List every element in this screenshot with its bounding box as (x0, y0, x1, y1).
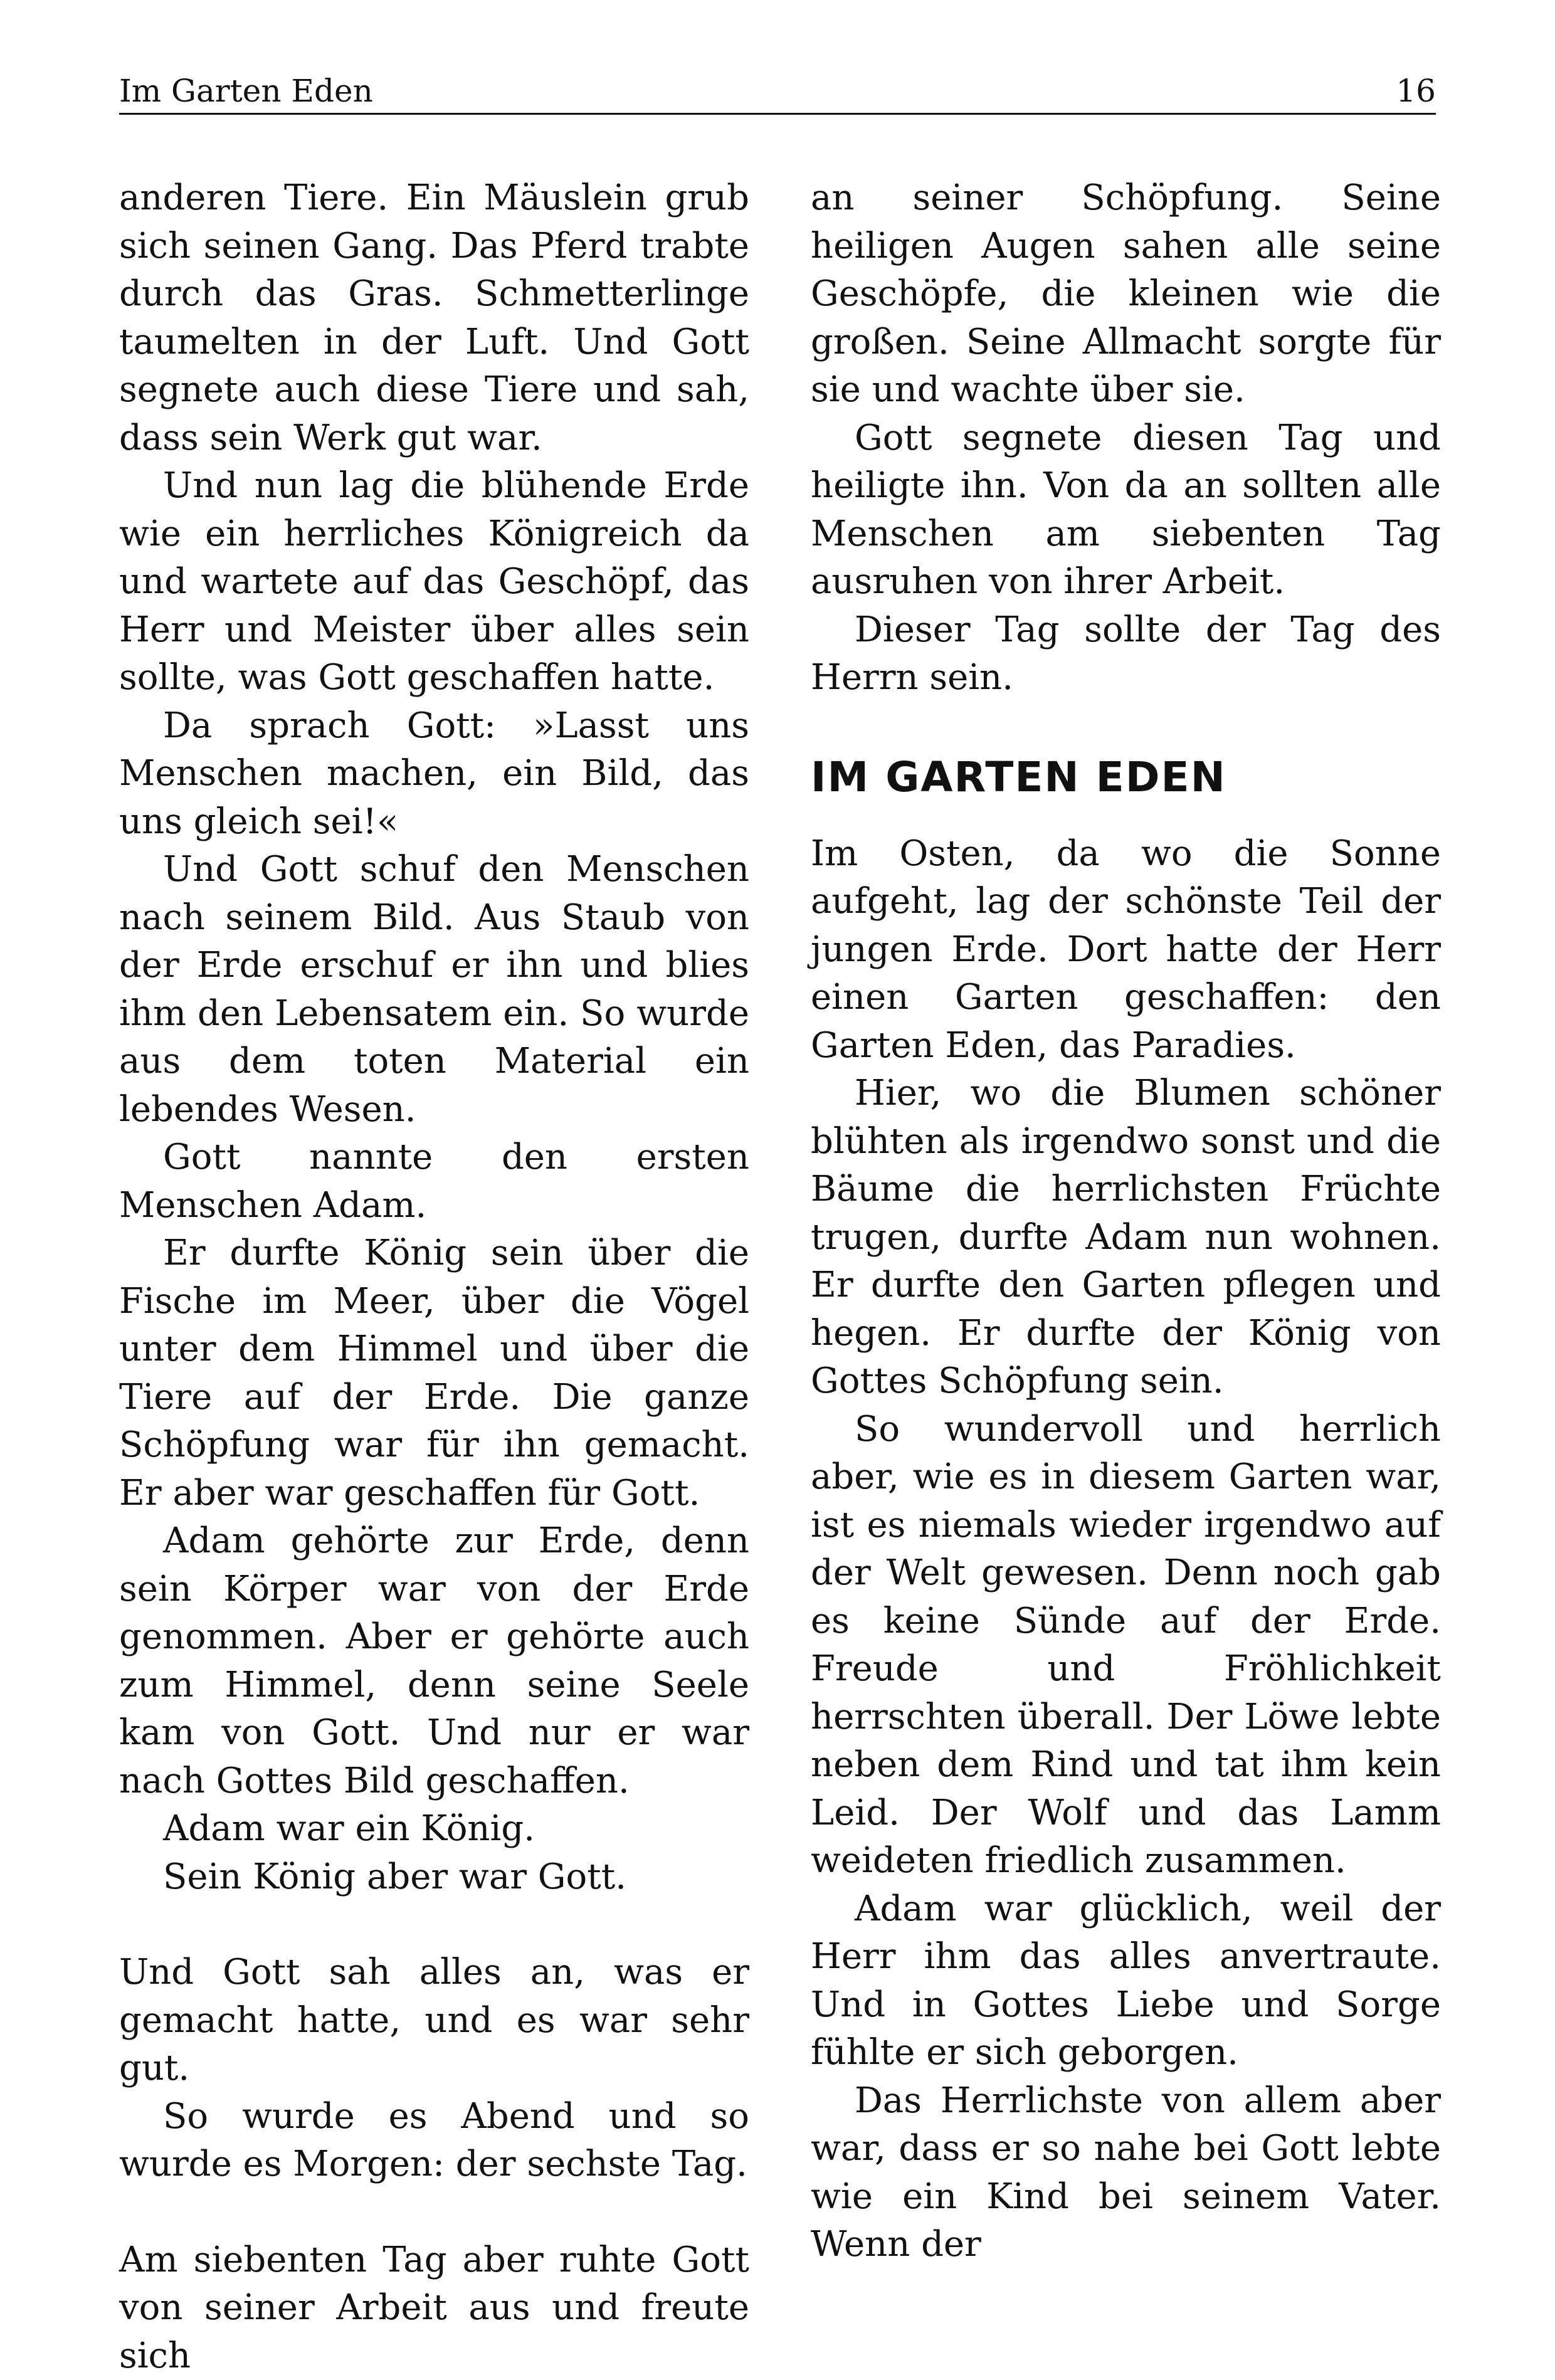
paragraph: Und Gott sah alles an, was er gemacht hatte, und es war sehr gut. (119, 1949, 749, 2093)
paragraph: Hier, wo die Blumen schöner blühten als irgendwo sonst und die Bäume die herrlichsten Früchte trugen, durfte Adam nun wohnen. Er durfte den Garten pflegen und hegen. Er durfte der König von Gottes Schöpfung sein. (811, 1070, 1441, 1406)
paragraph: anderen Tiere. Ein Mäuslein grub sich seinen Gang. Das Pferd trabte durch das Gras. Schmetterlinge taumelten in der Luft. Und Gott segnete auch diese Tiere und sah, dass sein Werk gut war. (119, 174, 749, 462)
paragraph: Adam war ein König. (119, 1805, 749, 1853)
paragraph: Da sprach Gott: »Lasst uns Menschen machen, ein Bild, das uns gleich sei!« (119, 702, 749, 846)
section-break (119, 1901, 749, 1949)
paragraph: So wurde es Abend und so wurde es Morgen: der sechste Tag. (119, 2093, 749, 2189)
paragraph: an seiner Schöpfung. Seine heiligen Augen sahen alle seine Geschöpfe, die kleinen wie die großen. Seine Allmacht sorgte für sie und wachte über sie. (811, 174, 1441, 414)
paragraph: Das Herrlichste von allem aber war, dass er so nahe bei Gott lebte wie ein Kind bei seinem Vater. Wenn der (811, 2077, 1441, 2269)
paragraph: Dieser Tag sollte der Tag des Herrn sein. (811, 606, 1441, 702)
paragraph: Sein König aber war Gott. (119, 1853, 749, 1902)
paragraph: Und nun lag die blühende Erde wie ein herrliches Königreich da und wartete auf das Geschöpf, das Herr und Meister über alles sein sollte, was Gott geschaffen hatte. (119, 462, 749, 702)
paragraph: Er durfte König sein über die Fische im Meer, über die Vögel unter dem Himmel und über die Tiere auf der Erde. Die ganze Schöpfung war für ihn gemacht. Er aber war geschaffen für Gott. (119, 1229, 749, 1517)
section-heading: IM GARTEN EDEN (811, 746, 1441, 809)
paragraph: Adam gehörte zur Erde, denn sein Körper war von der Erde genommen. Aber er gehörte auch zum Himmel, denn seine Seele kam von Gott. Und nur er war nach Gottes Bild geschaffen. (119, 1517, 749, 1805)
running-header (119, 69, 1436, 115)
paragraph: Adam war glücklich, weil der Herr ihm das alles anvertraute. Und in Gottes Liebe und Sorge fühlte er sich geborgen. (811, 1885, 1441, 2077)
paragraph: Und Gott schuf den Menschen nach seinem Bild. Aus Staub von der Erde erschuf er ihn und blies ihm den Lebensatem ein. So wurde aus dem toten Material ein lebendes Wesen. (119, 846, 749, 1134)
paragraph: Gott nannte den ersten Menschen Adam. (119, 1134, 749, 1229)
left-column (119, 174, 749, 2380)
paragraph: Im Osten, da wo die Sonne aufgeht, lag der schönste Teil der jungen Erde. Dort hatte der Herr einen Garten geschaffen: den Garten Eden, das Paradies. (811, 830, 1441, 1070)
running-title: Im Garten Eden (119, 73, 373, 109)
section-break (119, 2189, 749, 2236)
paragraph: Gott segnete diesen Tag und heiligte ihn. Von da an sollten alle Menschen am siebenten Tag ausruhen von ihrer Arbeit. (811, 414, 1441, 606)
page-number: 16 (1396, 73, 1436, 109)
right-column (811, 174, 1441, 2269)
paragraph: Am siebenten Tag aber ruhte Gott von seiner Arbeit aus und freute sich (119, 2236, 749, 2380)
paragraph: So wundervoll und herrlich aber, wie es in diesem Garten war, ist es niemals wieder irgendwo auf der Welt gewesen. Denn noch gab es keine Sünde auf der Erde. Freude und Fröhlichkeit herrschten überall. Der Löwe lebte neben dem Rind und tat ihm kein Leid. Der Wolf und das Lamm weideten friedlich zusammen. (811, 1406, 1441, 1885)
